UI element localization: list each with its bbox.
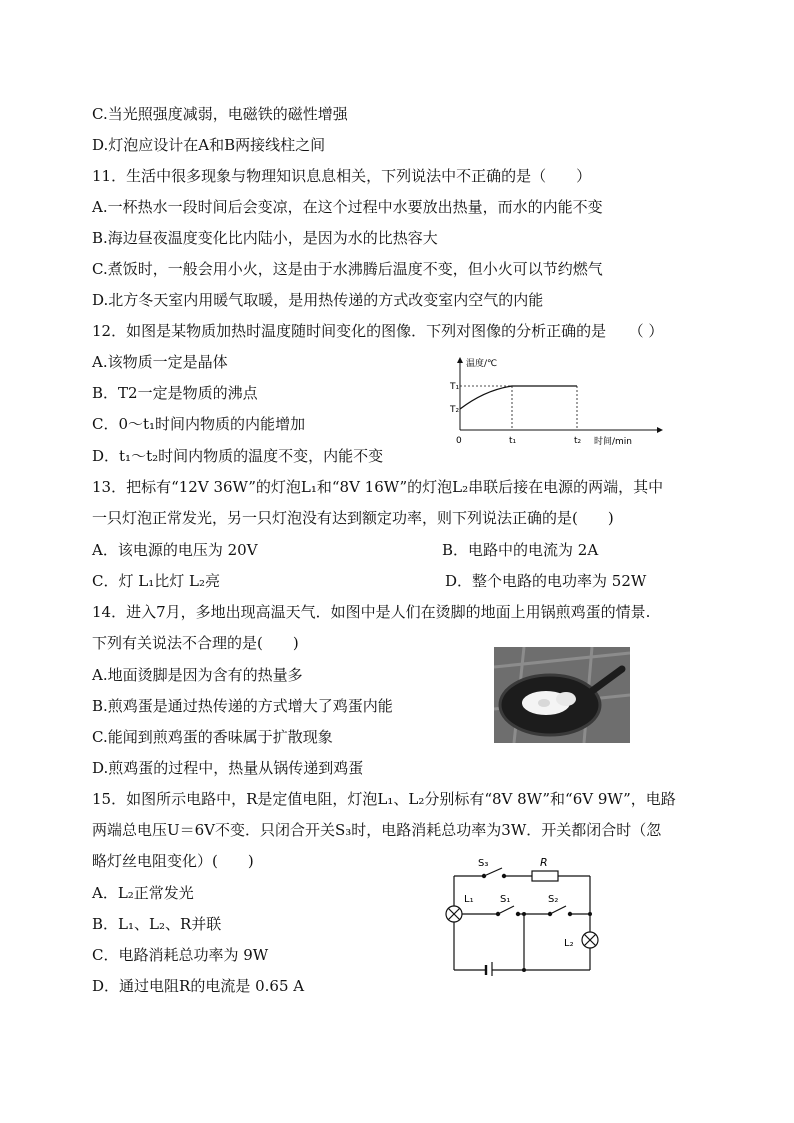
q14-option-d: D.煎鸡蛋的过程中，热量从锅传递到鸡蛋: [92, 759, 364, 777]
label-s3: S₃: [478, 858, 489, 869]
graph-t1-label: T₁: [450, 382, 460, 392]
label-l1: L₁: [464, 894, 474, 905]
q15-stem-line2: 两端总电压U＝6V不变．只闭合开关S₃时，电路消耗总功率为3W．开关都闭合时（忽: [92, 821, 662, 839]
q13-stem-line1: 13．把标有“12V 36W”的灯泡L₁和“8V 16W”的灯泡L₂串联后接在电源的两端，其中: [92, 478, 664, 496]
q13-option-c: C．灯 L₁比灯 L₂亮: [92, 572, 220, 590]
graph-ylabel: 温度/℃: [466, 359, 498, 369]
q14-stem-line1: 14．进入7月，多地出现高温天气．如图中是人们在烫脚的地面上用锅煎鸡蛋的情景.: [92, 603, 651, 621]
temperature-time-graph: [440, 352, 680, 452]
frying-egg-photo: [494, 647, 630, 743]
q14-option-a: A.地面烫脚是因为含有的热量多: [92, 666, 303, 684]
q15-option-a: A．L₂正常发光: [92, 884, 194, 902]
circuit-diagram: [440, 852, 610, 976]
graph-x1-label: t₁: [509, 436, 517, 446]
label-l2: L₂: [564, 938, 574, 949]
q13-option-d: D．整个电路的电功率为 52W: [445, 572, 647, 590]
label-s1: S₁: [500, 894, 511, 905]
q15-option-c: C．电路消耗总功率为 9W: [92, 946, 269, 964]
switch-s1: [498, 906, 514, 914]
q10-option-c: C.当光照强度减弱，电磁铁的磁性增强: [92, 105, 348, 123]
q12-option-d: D．t₁～t₂时间内物质的温度不变，内能不变: [92, 447, 384, 465]
q12-option-a: A.该物质一定是晶体: [92, 353, 228, 371]
q13-stem-line2: 一只灯泡正常发光，另一只灯泡没有达到额定功率，则下列说法正确的是( ): [92, 509, 614, 527]
q12-stem: 12．如图是某物质加热时温度随时间变化的图像．下列对图像的分析正确的是 （ ）: [92, 322, 664, 340]
q11-stem: 11．生活中很多现象与物理知识息息相关，下列说法中不正确的是（ ）: [92, 167, 592, 185]
graph-xlabel: 时间/min: [594, 437, 633, 447]
label-r: R: [540, 856, 548, 869]
resistor-r: [532, 871, 558, 881]
q11-option-c: C.煮饭时，一般会用小火，这是由于水沸腾后温度不变，但小火可以节约燃气: [92, 260, 603, 278]
graph-origin: 0: [456, 436, 462, 446]
q13-option-a: A．该电源的电压为 20V: [92, 541, 258, 559]
egg-white-2: [556, 692, 576, 706]
q11-option-a: A.一杯热水一段时间后会变凉，在这个过程中水要放出热量，而水的内能不变: [92, 198, 603, 216]
switch-s2: [550, 906, 566, 914]
q13-option-b: B．电路中的电流为 2A: [442, 541, 599, 559]
q11-option-b: B.海边昼夜温度变化比内陆小，是因为水的比热容大: [92, 229, 438, 247]
q15-option-b: B．L₁、L₂、R并联: [92, 915, 222, 933]
q12-option-c: C．0～t₁时间内物质的内能增加: [92, 415, 306, 433]
graph-curve: [460, 386, 577, 409]
label-s2: S₂: [548, 894, 559, 905]
egg-yolk: [538, 699, 550, 707]
graph-t2-label: T₂: [450, 405, 460, 415]
q15-stem-line3: 略灯丝电阻变化）( ): [92, 852, 254, 870]
q12-option-b: B．T2一定是物质的沸点: [92, 384, 258, 402]
q14-option-c: C.能闻到煎鸡蛋的香味属于扩散现象: [92, 728, 333, 746]
q15-option-d: D．通过电阻R的电流是 0.65 A: [92, 977, 305, 995]
q10-option-d: D.灯泡应设计在A和B两接线柱之间: [92, 136, 326, 154]
graph-x2-label: t₂: [574, 436, 582, 446]
switch-s3: [484, 868, 502, 876]
q14-stem-line2: 下列有关说法不合理的是( ): [92, 634, 299, 652]
q15-stem-line1: 15．如图所示电路中，R是定值电阻，灯泡L₁、L₂分别标有“8V 8W”和“6V 9W”，电路: [92, 790, 676, 808]
q14-option-b: B.煎鸡蛋是通过热传递的方式增大了鸡蛋内能: [92, 697, 393, 715]
q11-option-d: D.北方冬天室内用暖气取暖，是用热传递的方式改变室内空气的内能: [92, 291, 544, 309]
